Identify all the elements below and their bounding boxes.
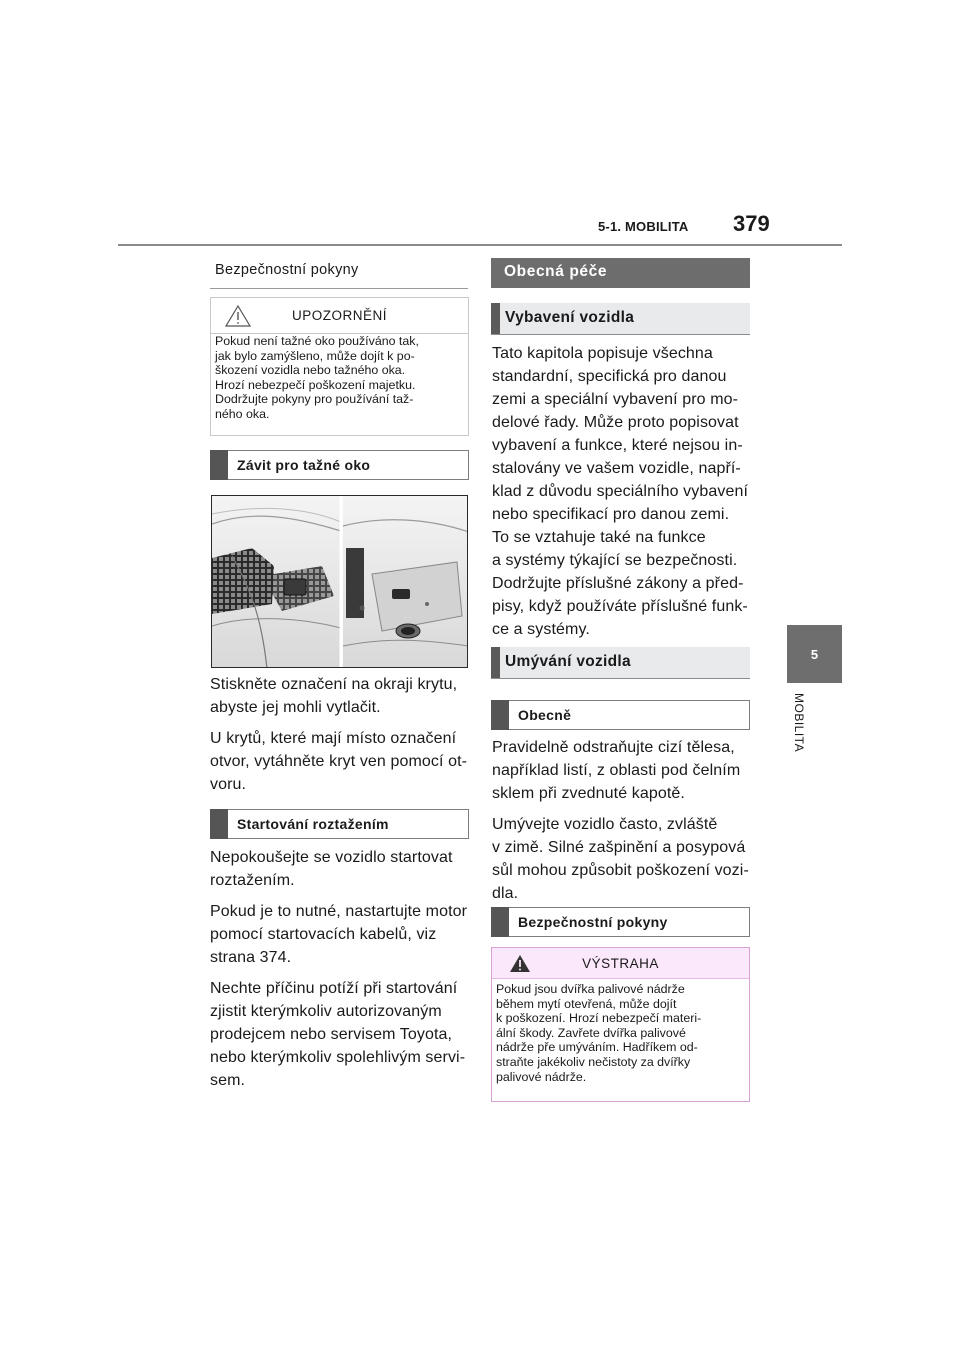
- equipment-line: nebo specifikací pro danou zemi.: [492, 506, 730, 523]
- equipment-line: delové řady. Může proto popisovat: [492, 414, 739, 431]
- equipment-line: a systémy týkající se bezpečnosti.: [492, 552, 738, 569]
- towstart-line: roztažením.: [210, 872, 295, 889]
- towstart-heading-text: Startování roztažením: [237, 816, 389, 832]
- caution-line: škození vozidla nebo tažného oka.: [215, 363, 406, 378]
- washing-heading-text: Umývání vozidla: [505, 653, 631, 670]
- general-line: dla.: [492, 885, 519, 902]
- caution-box: [210, 297, 469, 436]
- page-number: 379: [733, 211, 770, 236]
- towstart-line: nebo kterýmkoliv spolehlivým servi-: [210, 1049, 466, 1066]
- safety-heading-right-text: Bezpečnostní pokyny: [518, 914, 668, 930]
- caution-body: [215, 334, 462, 422]
- equipment-line: ce a systémy.: [492, 621, 590, 638]
- equipment-line: Dodržujte příslušné zákony a před-: [492, 575, 744, 592]
- caution-line: jak bylo zamýšleno, může dojít k po-: [215, 348, 415, 363]
- thread-line: Stiskněte označení na okraji krytu,: [210, 676, 458, 693]
- general-line: sůl mohou způsobit poškození vozi-: [492, 862, 749, 879]
- chapter-tab: 5: [787, 625, 842, 683]
- caution-title: UPOZORNĚNÍ: [291, 308, 387, 323]
- warning-line: během mytí otevřená, může dojít: [496, 996, 677, 1011]
- warning-line: nádrže pře umýváním. Hadříkem od-: [496, 1040, 698, 1055]
- equipment-heading-text: Vybavení vozidla: [505, 309, 635, 326]
- general-heading-text: Obecně: [518, 707, 572, 723]
- general-line: v zimě. Silné zašpinění a posypová: [492, 839, 746, 856]
- safety-heading-right: [491, 907, 750, 937]
- warning-triangle-icon: [509, 954, 531, 973]
- caution-line: Hrozí nebezpečí poškození majetku.: [215, 377, 416, 392]
- equipment-text: [492, 342, 754, 641]
- towstart-line: Nepokoušejte se vozidlo startovat: [210, 849, 453, 866]
- safety-heading-left-text: Bezpečnostní pokyny: [215, 262, 359, 278]
- equipment-line: To se vztahuje také na funkce: [492, 529, 706, 546]
- general-line: Umývejte vozidlo často, zvláště: [492, 816, 718, 833]
- equipment-line: pisy, když používáte příslušné funk-: [492, 598, 748, 615]
- tow-eye-cover-illustration: [211, 495, 468, 668]
- warning-header: [492, 948, 749, 979]
- caution-triangle-icon: [225, 305, 251, 327]
- thread-line: U krytů, které mají místo označení: [210, 730, 457, 747]
- towstart-line: sem.: [210, 1072, 246, 1089]
- section-title: 5-1. MOBILITA: [598, 219, 689, 234]
- equipment-line: standardní, specifická pro danou: [492, 368, 727, 385]
- towstart-line: Nechte příčinu potíží při startování: [210, 980, 458, 997]
- thread-heading: [210, 450, 469, 480]
- equipment-line: stalovány ve vašem vozidle, napří-: [492, 460, 741, 477]
- general-line: Pravidelně odstraňujte cizí tělesa,: [492, 739, 735, 756]
- equipment-line: klad z důvodu speciálního vybavení: [492, 483, 749, 500]
- caution-line: Pokud není tažné oko používáno tak,: [215, 334, 419, 348]
- caution-header: [211, 298, 468, 334]
- general-line: sklem při zvednuté kapotě.: [492, 785, 685, 802]
- general-line: například listí, z oblasti pod čelním: [492, 762, 741, 779]
- warning-line: palivové nádrže.: [496, 1069, 587, 1084]
- towstart-heading: [210, 809, 469, 839]
- equipment-line: Tato kapitola popisuje všechna: [492, 345, 713, 362]
- thread-line: voru.: [210, 776, 247, 793]
- equipment-line: zemi a speciální vybavení pro mo-: [492, 391, 739, 408]
- towstart-text: [210, 846, 472, 1092]
- towstart-line: Pokud je to nutné, nastartujte motor: [210, 903, 468, 920]
- towstart-line: strana 374.: [210, 949, 292, 966]
- general-care-title: Obecná péče: [504, 263, 608, 280]
- thread-text: [210, 673, 472, 796]
- equipment-heading: [491, 303, 750, 335]
- warning-line: ální škody. Zavřete dvířka palivové: [496, 1025, 686, 1040]
- caution-line: ného oka.: [215, 406, 270, 421]
- thread-line: abyste jej mohli vytlačit.: [210, 699, 381, 716]
- warning-line: k poškození. Hrozí nebezpečí materi-: [496, 1011, 702, 1026]
- warning-line: Pokud jsou dvířka palivové nádrže: [496, 982, 685, 996]
- caution-line: Dodržujte pokyny pro používání taž-: [215, 392, 414, 407]
- chapter-label: MOBILITA: [792, 693, 806, 753]
- warning-box: [491, 947, 750, 1102]
- general-text: [492, 736, 754, 905]
- washing-heading: [491, 647, 750, 679]
- towstart-line: pomocí startovacích kabelů, viz: [210, 926, 437, 943]
- towstart-line: prodejcem nebo servisem Toyota,: [210, 1026, 453, 1043]
- thread-line: otvor, vytáhněte kryt ven pomocí ot-: [210, 753, 468, 770]
- warning-line: straňte jakékoliv nečistoty za dvířky: [496, 1054, 691, 1069]
- towstart-line: zjistit kterýmkoliv autorizovaným: [210, 1003, 442, 1020]
- general-heading: [491, 700, 750, 730]
- header-rule: [118, 244, 842, 246]
- safety-heading-left: [210, 255, 468, 289]
- warning-title: VÝSTRAHA: [582, 955, 659, 971]
- thread-heading-text: Závit pro tažné oko: [237, 457, 371, 473]
- warning-body: [496, 982, 743, 1084]
- equipment-line: vybavení a funkce, které nejsou in-: [492, 437, 743, 454]
- general-care-banner: [491, 258, 750, 288]
